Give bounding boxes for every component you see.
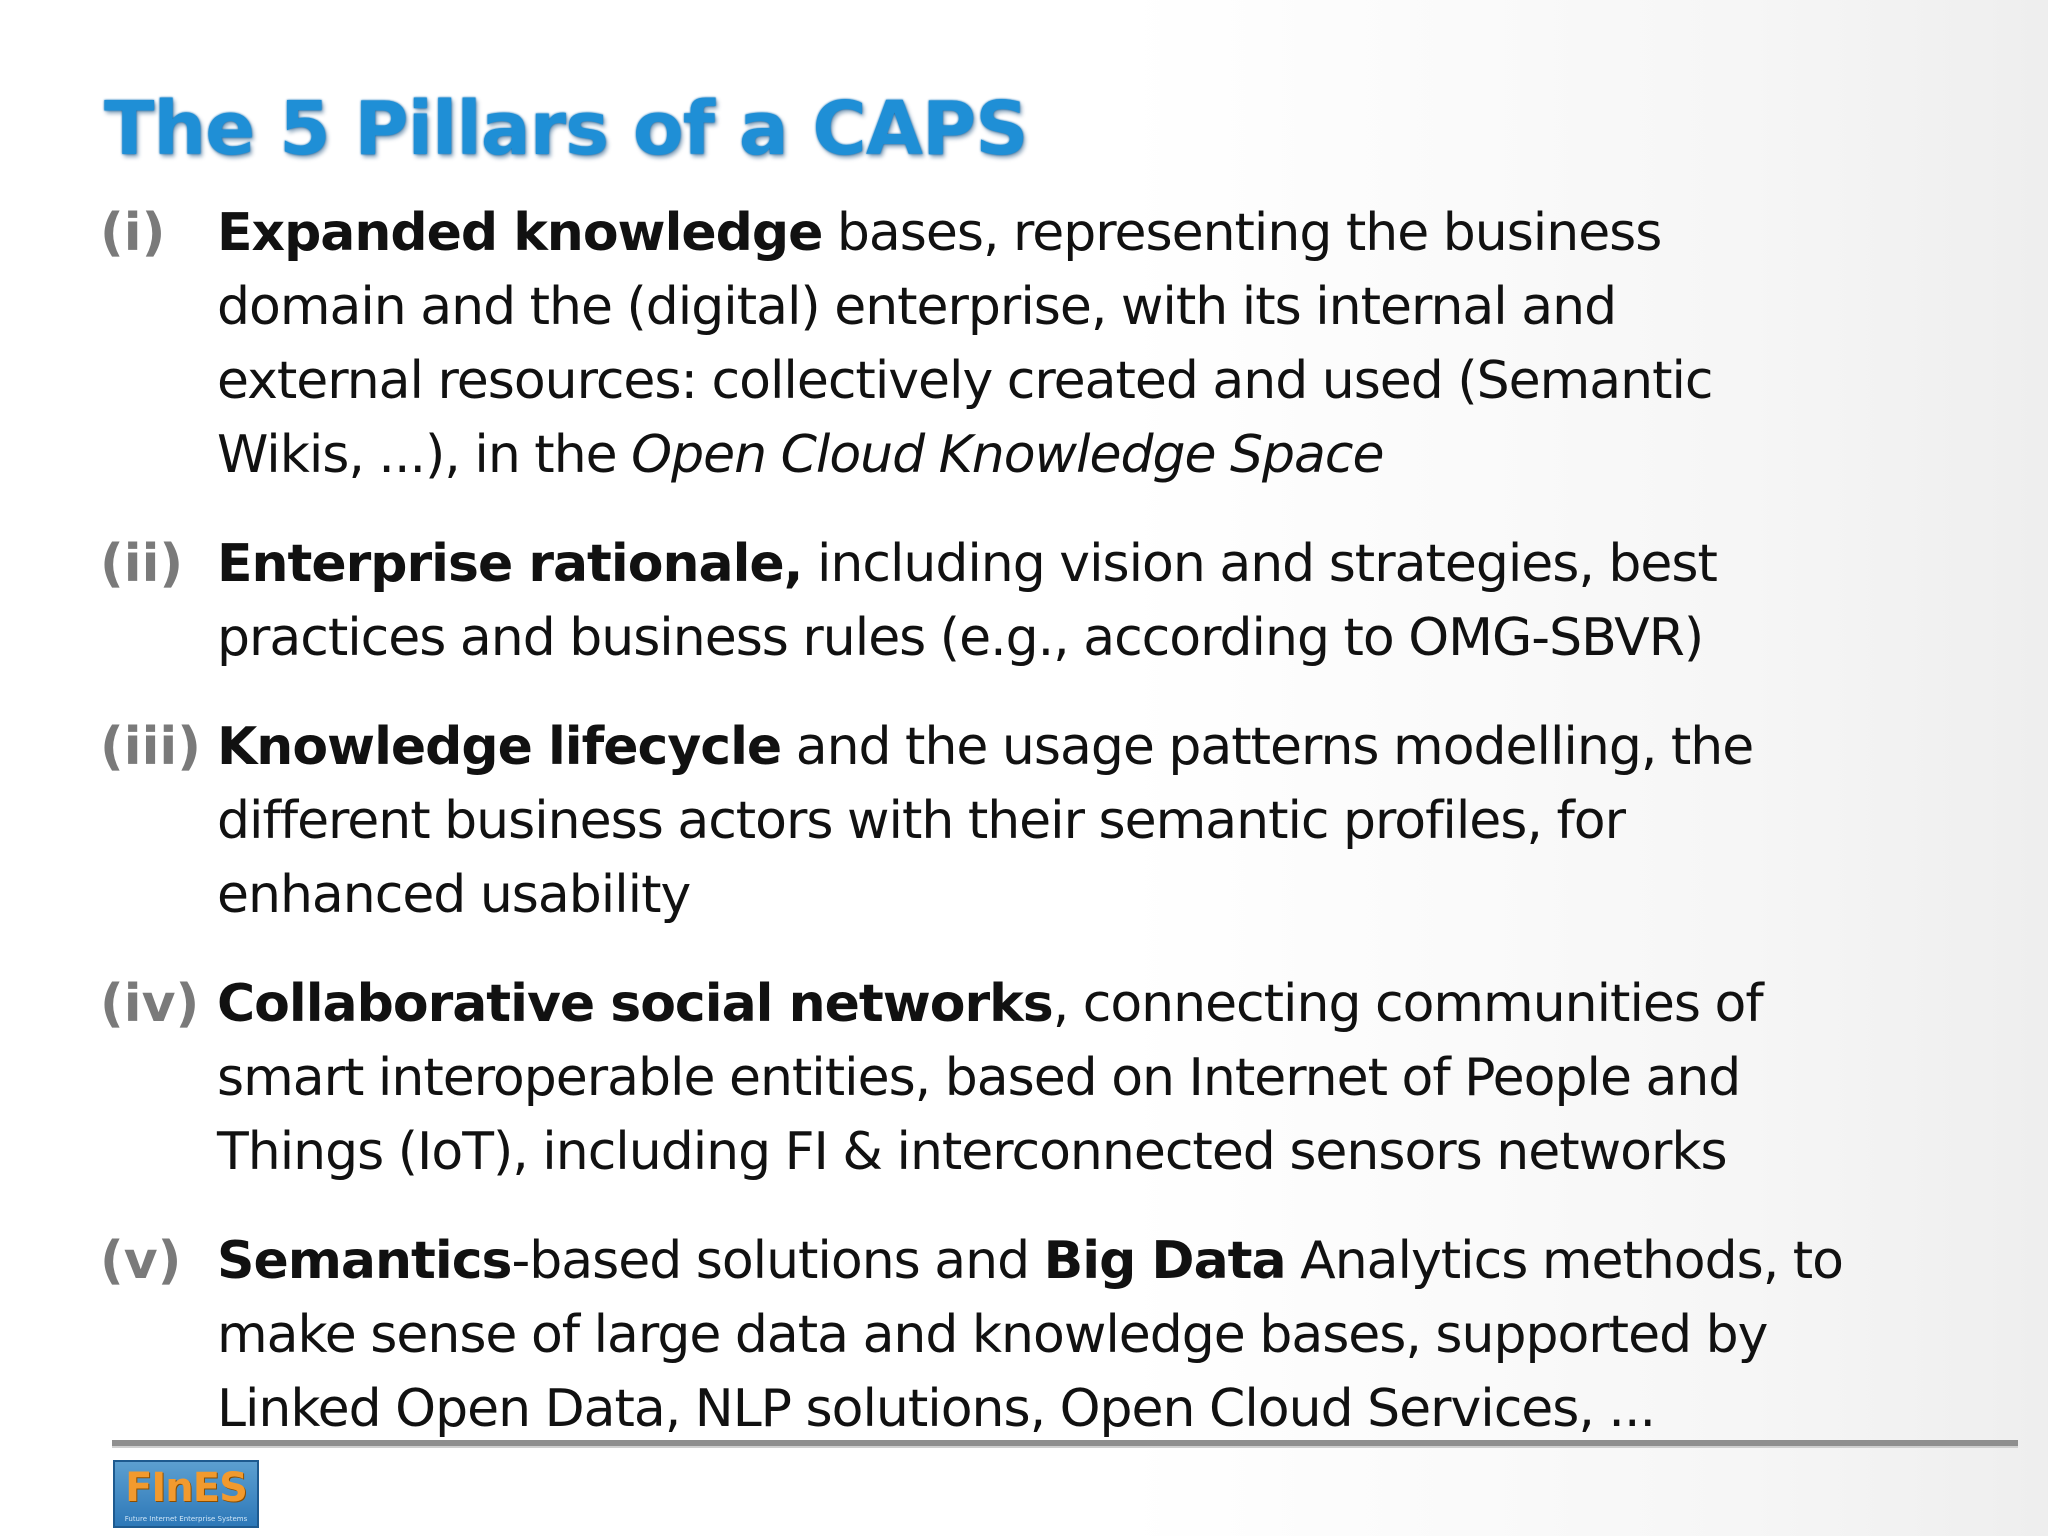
logo-tagline: Future Internet Enterprise Systems — [124, 1515, 248, 1523]
list-item — [100, 527, 2000, 675]
list-item — [100, 1224, 2000, 1446]
item-text — [217, 967, 2000, 1189]
text-run: and the usage patterns modelling, the — [781, 717, 1754, 777]
item-text — [217, 196, 2000, 492]
item-text-line — [217, 270, 2000, 344]
list-item — [100, 967, 2000, 1189]
item-number: (iv) — [100, 974, 200, 1034]
item-text-line — [217, 1372, 2000, 1446]
item-text-line — [217, 784, 2000, 858]
item-text-line — [217, 196, 2000, 270]
text-run: Linked Open Data, NLP solutions, Open Cloud Services, ... — [217, 1379, 1656, 1439]
bold-term: Big Data — [1043, 1231, 1286, 1291]
bold-term: Expanded knowledge — [217, 203, 823, 263]
item-text-line — [217, 1224, 2000, 1298]
item-number: (iii) — [100, 717, 202, 777]
pillars-list — [100, 196, 2000, 1446]
text-run: external resources: collectively created and used (Semantic — [217, 351, 1713, 411]
text-run: Wikis, ...), in the — [217, 425, 632, 485]
text-run: smart interoperable entities, based on Internet of People and — [217, 1048, 1741, 1108]
list-item — [100, 710, 2000, 932]
item-text-line — [217, 1041, 2000, 1115]
item-number: (ii) — [100, 534, 184, 594]
text-run: including vision and strategies, best — [802, 534, 1717, 594]
fines-logo — [113, 1460, 259, 1528]
slide-title: The 5 Pillars of a CAPS — [104, 86, 1028, 172]
text-run: make sense of large data and knowledge bases, supported by — [217, 1305, 1768, 1365]
list-item — [100, 196, 2000, 492]
bold-term: Collaborative social networks — [217, 974, 1053, 1034]
item-text-line — [217, 1298, 2000, 1372]
text-run: practices and business rules (e.g., according to OMG-SBVR) — [217, 608, 1704, 668]
item-number: (i) — [100, 203, 166, 263]
item-number: (v) — [100, 1231, 182, 1291]
item-text-line — [217, 967, 2000, 1041]
item-text — [217, 1224, 2000, 1446]
item-text — [217, 527, 2000, 675]
text-run: domain and the (digital) enterprise, with its internal and — [217, 277, 1617, 337]
item-text-line — [217, 1115, 2000, 1189]
item-text-line — [217, 858, 2000, 932]
item-text-line — [217, 418, 2000, 492]
logo-wordmark: FInES — [125, 1465, 247, 1511]
item-text-line — [217, 710, 2000, 784]
text-run: enhanced usability — [217, 865, 691, 925]
italic-term: Open Cloud Knowledge Space — [631, 425, 1384, 485]
bold-term: Knowledge lifecycle — [217, 717, 782, 777]
item-text — [217, 710, 2000, 932]
text-run: Things (IoT), including FI & interconnected sensors networks — [217, 1122, 1727, 1182]
text-run: bases, representing the business — [822, 203, 1662, 263]
text-run: Analytics methods, to — [1285, 1231, 1843, 1291]
text-run: -based solutions and — [511, 1231, 1044, 1291]
item-text-line — [217, 601, 2000, 675]
text-run: , connecting communities of — [1052, 974, 1763, 1034]
bold-term: Semantics — [217, 1231, 512, 1291]
footer-divider — [112, 1440, 2018, 1448]
bold-term: Enterprise rationale, — [217, 534, 803, 594]
item-text-line — [217, 344, 2000, 418]
text-run: different business actors with their semantic profiles, for — [217, 791, 1625, 851]
item-text-line — [217, 527, 2000, 601]
